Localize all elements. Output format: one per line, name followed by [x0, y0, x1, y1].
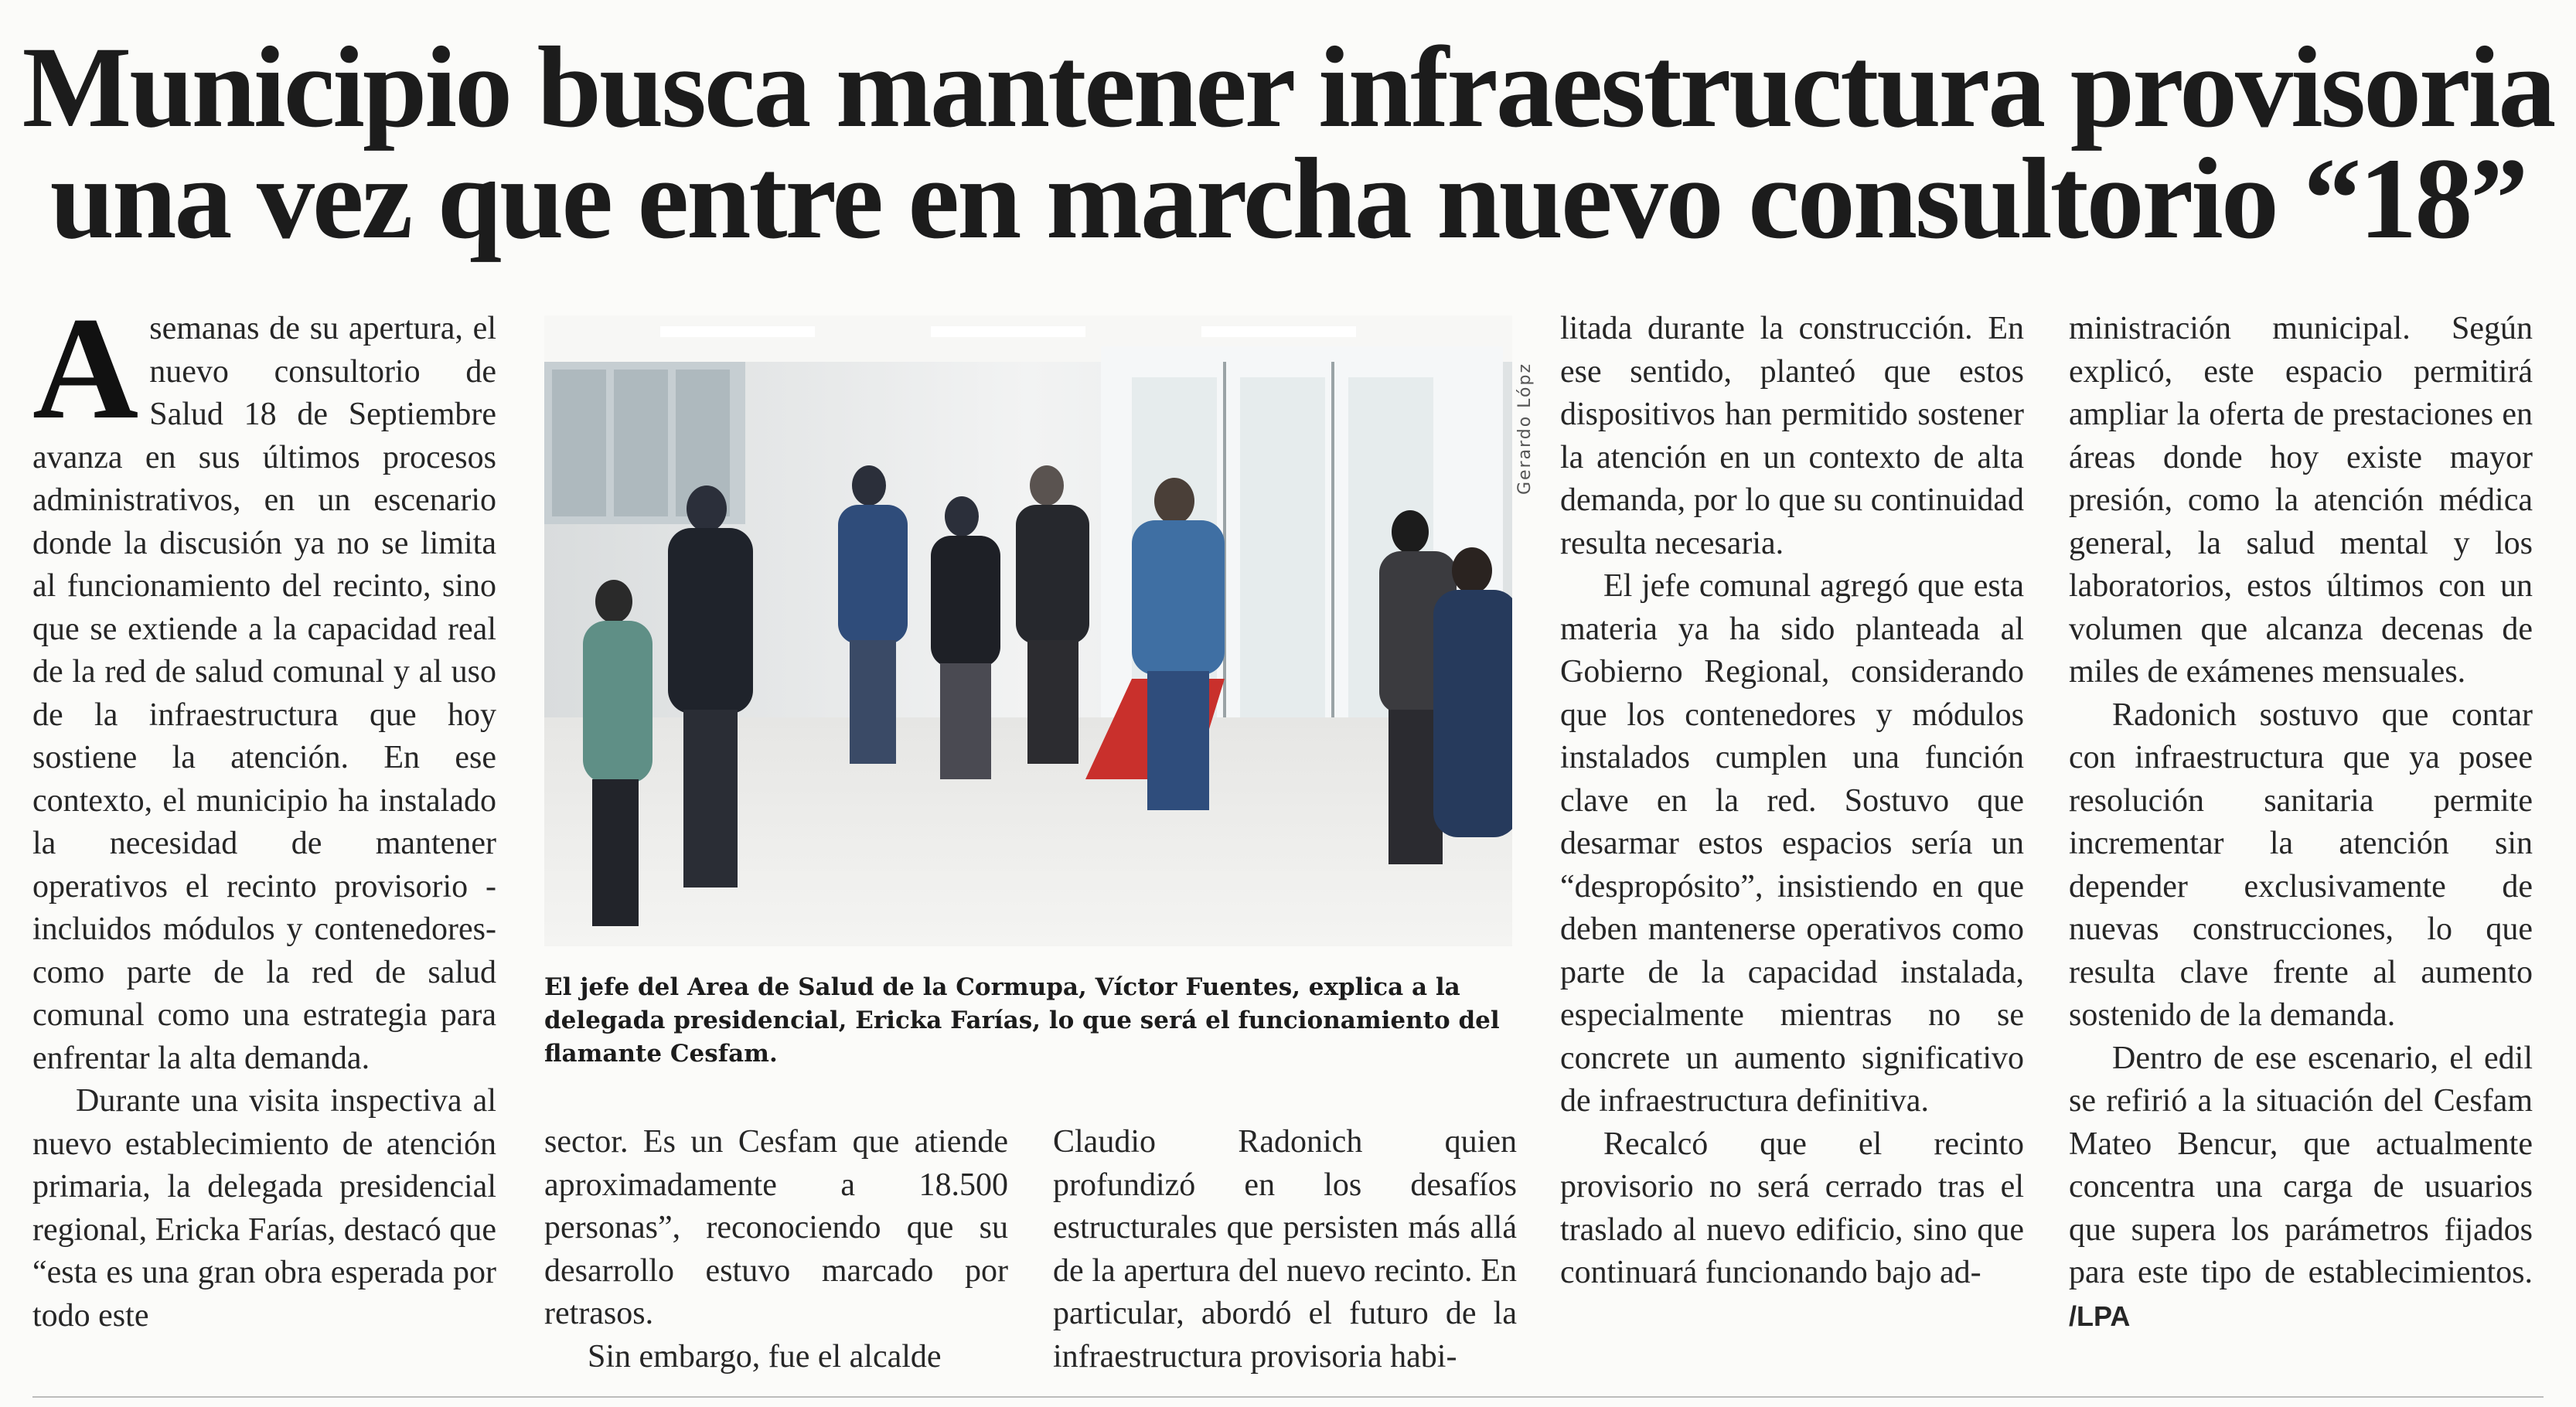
author-signature: /LPA	[2069, 1300, 2131, 1332]
article-column-1	[32, 288, 496, 1337]
article-column-2	[544, 1121, 1008, 1378]
caption-line: delegada presidencial, Ericka Farías, lo que será el funcionamiento del	[544, 1007, 1500, 1034]
article-paragraph: Recalcó que el recinto provisorio no será cerrado tras el traslado al nuevo edificio, sino que continuará funcionando bajo ad-	[1560, 1126, 2024, 1290]
headline-line-2: una vez que entre en marcha nuevo consultorio “18”	[49, 135, 2527, 263]
article-paragraph: Durante una visita inspectiva al nuevo establecimiento de atención primaria, la delegada presidencial regional, Ericka Farías, destacó que “esta es una gran obra esperada por todo este	[32, 1083, 496, 1334]
bottom-rule	[32, 1396, 2544, 1398]
photo-caption	[544, 971, 1515, 1071]
article-column-3	[1053, 1121, 1517, 1378]
article-column-4	[1560, 308, 2024, 1295]
photo-illustration	[544, 315, 1512, 946]
headline-line-1: Municipio busca mantener infraestructura provisoria	[22, 23, 2554, 152]
article-paragraph: ministración municipal. Según explicó, este espacio permitirá ampliar la oferta de prestaciones en áreas donde hoy existe mayor presión, como la atención médica general, la salud mental y los laboratorios, estos últimos con un volumen que alcanza decenas de miles de exámenes mensuales.	[2069, 311, 2533, 690]
article-paragraph: El jefe comunal agregó que esta materia ya ha sido planteada al Gobierno Regional, considerando que los contenedores y módulos instalados cumplen una función clave en la red. Sostuvo que desarmar estos espacios sería un “despropósito”, insistiendo en que deben mantenerse operativos como parte de la capacidad instalada, especialmente mientras no se concrete un aumento significativo de infraestructura definitiva.	[1560, 568, 2024, 1119]
paragraph-text: Dentro de ese escenario, el edil se refirió a la situación del Cesfam Mateo Bencur, que actualmente concentra una carga de usuarios que supera los parámetros fijados para este tipo de establecimientos.	[2069, 1040, 2533, 1290]
article-column-5	[2069, 308, 2533, 1337]
paragraph-text: semanas de su apertura, el nuevo consultorio de Salud 18 de Septiembre avanza en sus últimos procesos administrativos, en un escenario donde la discusión ya no se limita al funcionamiento del recinto, sino que se extiende a la capacidad real de la red de salud comunal y al uso de la infraestructura que hoy sostiene la atención. En ese contexto, el municipio ha instalado la necesidad de mantener operativos el recinto provisorio -incluidos módulos y contenedores- como parte de la red de salud comunal como una estrategia para enfrentar la alta demanda.	[32, 311, 496, 1076]
news-photo	[544, 315, 1512, 946]
article-paragraph: Radonich sostuvo que contar con infraestructura que ya posee resolución sanitaria permite incrementar la atención sin depender exclusivamente de nuevas construcciones, lo que resulta clave frente al aumento sostenido de la demanda.	[2069, 697, 2533, 1033]
article-paragraph	[2069, 1037, 2533, 1338]
caption-line: flamante Cesfam.	[544, 1040, 778, 1068]
article-paragraph	[32, 288, 496, 1080]
article-paragraph: litada durante la construcción. En ese sentido, planteó que estos dispositivos han permitido sostener la atención en un contexto de alta demanda, por lo que su continuidad resulta necesaria.	[1560, 311, 2024, 561]
article-paragraph: Sin embargo, fue el alcalde	[588, 1338, 942, 1375]
drop-cap: A	[32, 288, 139, 450]
article-paragraph: Claudio Radonich quien profundizó en los desafíos estructurales que persisten más allá de la apertura del nuevo recinto. En particular, abordó el futuro de la infraestructura provisoria habi-	[1053, 1124, 1517, 1375]
article-paragraph: sector. Es un Cesfam que atiende aproximadamente a 18.500 personas”, reconociendo que su desarrollo estuvo marcado por retrasos.	[544, 1124, 1008, 1331]
caption-line: El jefe del Area de Salud de la Cormupa, Víctor Fuentes, explica a la	[544, 973, 1460, 1001]
photo-credit: Gerardo Lópz	[1515, 362, 1535, 495]
